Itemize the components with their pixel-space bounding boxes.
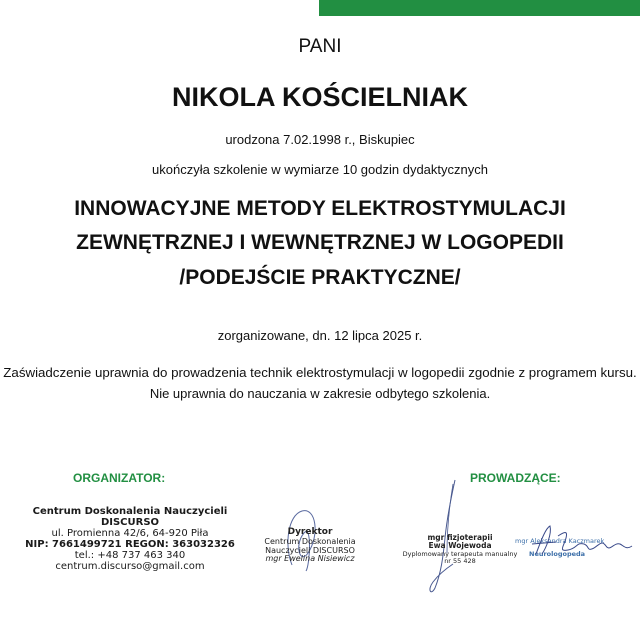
stamp-line: mgr Ewelina Nisiewicz: [265, 554, 355, 564]
instructor-2-signature-icon: [528, 524, 638, 560]
stamp-line: Nauczycieli DISCURSO: [265, 545, 355, 555]
completion-info: ukończyła szkolenie w wymiarze 10 godzin dydaktycznych: [152, 162, 488, 177]
director-stamp: [255, 528, 365, 564]
stamp-line: Centrum Doskonalenia: [264, 536, 356, 546]
green-header-bar: [319, 0, 640, 16]
recipient-name: NIKOLA KOŚCIELNIAK: [172, 82, 468, 112]
course-title-line-2: ZEWNĘTRZNEJ I WEWNĘTRZNEJ W LOGOPEDII: [76, 231, 564, 254]
organizer-label: ORGANIZATOR:: [73, 471, 166, 485]
stamp-line: Dyrektor: [287, 527, 333, 537]
course-title-line-3: /PODEJŚCIE PRAKTYCZNE/: [179, 266, 461, 289]
stamp-line: nr 55 428: [444, 556, 476, 565]
stamp-line: NIP: 7661499721 REGON: 363032326: [25, 539, 235, 550]
course-title-line-1: INNOWACYJNE METODY ELEKTROSTYMULACJI: [74, 197, 566, 220]
stamp-line: DISCURSO: [100, 517, 160, 528]
stamp-line: centrum.discurso@gmail.com: [55, 561, 205, 572]
stamp-line: mgr fizjoterapii: [427, 533, 493, 542]
stamp-line: Centrum Doskonalenia Nauczycieli: [32, 506, 228, 517]
statement-line-2: Nie uprawnia do nauczania w zakresie odbytego szkolenia.: [149, 386, 491, 401]
honorific: PANI: [298, 36, 342, 57]
stamp-line: Neurologopeda: [529, 550, 586, 559]
organizer-stamp: [20, 506, 240, 572]
stamp-line: Dyplomowany terapeuta manualny: [402, 549, 518, 558]
stamp-line: mgr Aleksandra Kaczmarek: [515, 537, 605, 545]
birth-info: urodzona 7.02.1998 r., Biskupiec: [225, 132, 415, 147]
stamp-line: tel.: +48 737 463 340: [74, 550, 186, 561]
instructor-1-stamp: [400, 534, 520, 565]
instructors-label: PROWADZĄCE:: [470, 471, 561, 485]
stamp-line: Ewa Wojewoda: [428, 541, 492, 551]
statement-line-1: Zaświadczenie uprawnia do prowadzenia technik elektrostymulacji w logopedii zgodnie z programem kursu.: [3, 365, 637, 380]
stamp-line: ul. Promienna 42/6, 64-920 Piła: [51, 528, 209, 539]
organized-date: zorganizowane, dn. 12 lipca 2025 r.: [217, 328, 423, 343]
